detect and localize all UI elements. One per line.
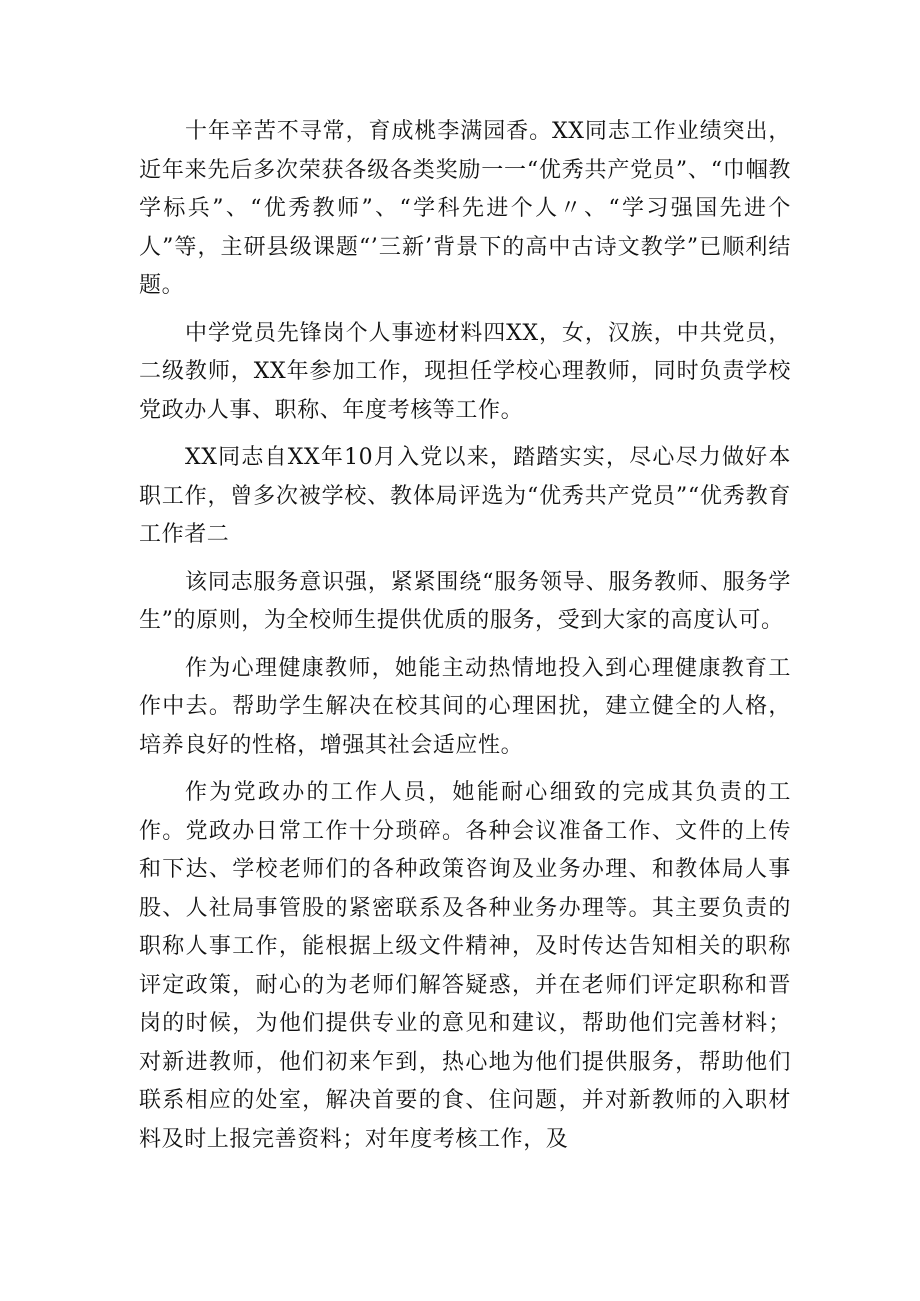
paragraph: 该同志服务意识强，紧紧围绕“服务领导、服务教师、服务学生”的原则，为全校师生提供优质的服务，受到大家的高度认可。 — [139, 569, 791, 633]
paragraph: 中学党员先锋岗个人事迹材料四XX，女，汉族，中共党员，二级教师，XX年参加工作，现担任学校心理教师，同时负责学校党政办人事、职称、年度考核等工作。 — [139, 320, 791, 423]
document-body — [139, 113, 791, 1168]
paragraph: 作为党政办的工作人员，她能耐心细致的完成其负责的工作。党政办日常工作十分琐碎。各种会议准备工作、文件的上传和下达、学校老师们的各种政策咨询及业务办理、和教体局人事股、人社局事管股的紧密联系及各种业务办理等。其主要负责的职称人事工作，能根据上级文件精神，及时传达告知相关的职称评定政策，耐心的为老师们解答疑惑，并在老师们评定职称和晋岗的时候，为他们提供专业的意见和建议，帮助他们完善材料；对新进教师，他们初来乍到，热心地为他们提供服务，帮助他们联系相应的处室，解决首要的食、住问题，并对新教师的入职材料及时上报完善资料；对年度考核工作，及 — [139, 780, 791, 1152]
paragraph: 十年辛苦不寻常，育成桃李满园香。XX同志工作业绩突出，近年来先后多次荣获各级各类奖励一一“优秀共产党员”、“巾帼教学标兵”、“优秀教师”、“学科先进个人〃、“学习强国先进个人”等，主研县级课题“’三新’背景下的高中古诗文教学”已顺利结题。 — [139, 119, 791, 298]
paragraph: XX同志自XX年10月入党以来，踏踏实实，尽心尽力做好本职工作，曾多次被学校、教体局评选为“优秀共产党员”“优秀教育工作者二 — [139, 445, 791, 547]
paragraph: 作为心理健康教师，她能主动热情地投入到心理健康教育工作中去。帮助学生解决在校其间的心理困扰，建立健全的人格，培养良好的性格，增强其社会适应性。 — [139, 655, 791, 758]
